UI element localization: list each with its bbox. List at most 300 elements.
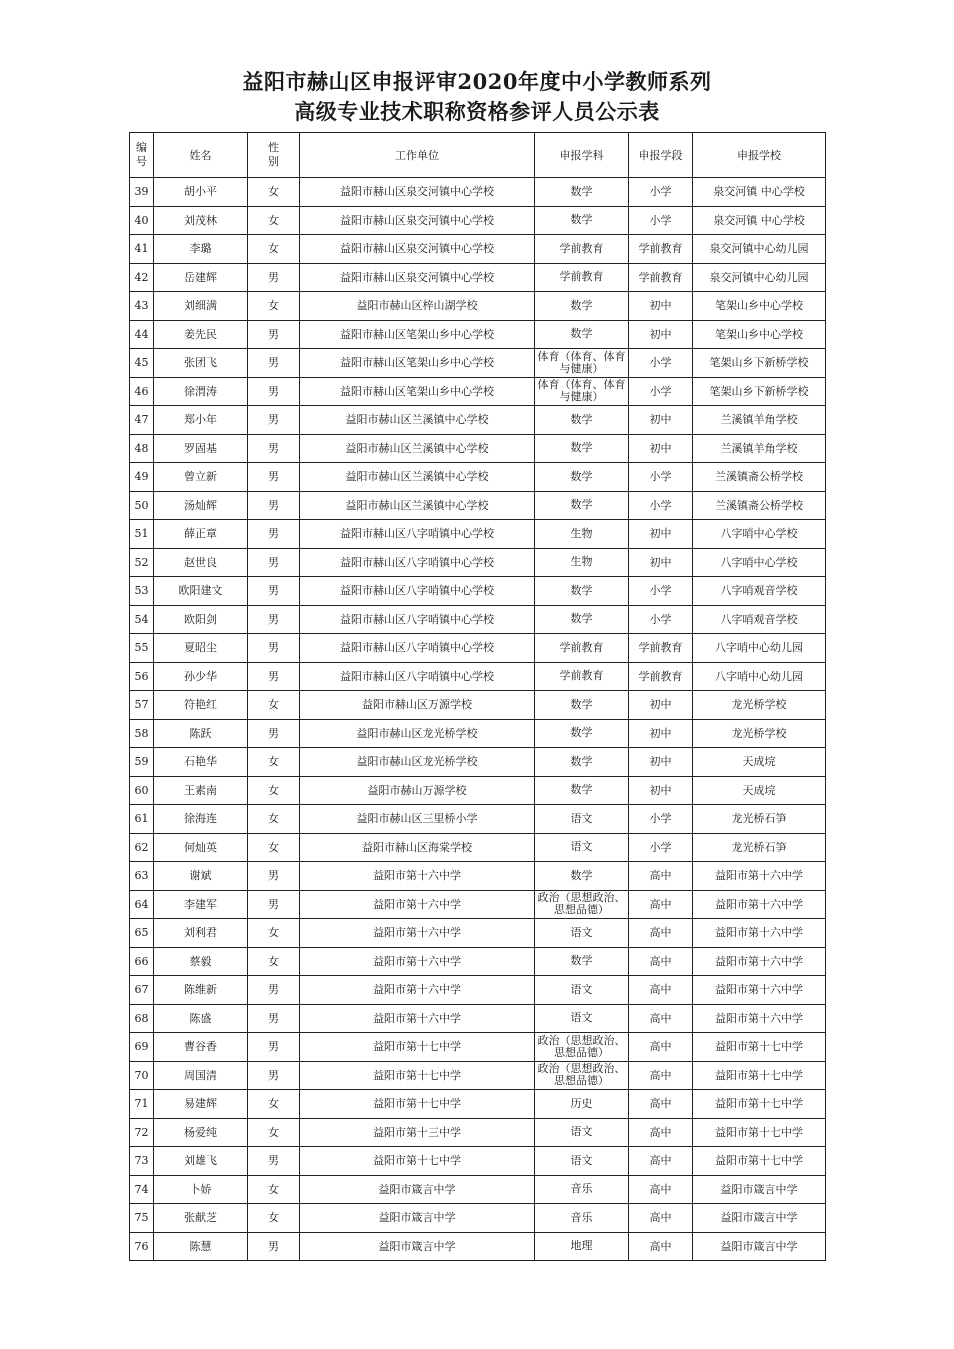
cell-unit: 益阳市第十七中学 <box>300 1033 535 1062</box>
cell-subject <box>535 634 629 663</box>
subject-text: 地理 <box>570 1239 593 1253</box>
header-subject: 申报学科 <box>535 133 629 178</box>
cell-name: 岳建辉 <box>154 263 248 292</box>
cell-school: 八字哨中心学校 <box>693 520 826 549</box>
cell-no: 48 <box>130 434 154 463</box>
cell-name: 曹谷香 <box>154 1033 248 1062</box>
cell-gender: 男 <box>248 406 300 435</box>
cell-gender: 男 <box>248 349 300 378</box>
cell-level: 学前教育 <box>629 634 693 663</box>
header-gender <box>248 133 300 178</box>
cell-unit: 益阳市赫山万源学校 <box>300 776 535 805</box>
cell-gender: 女 <box>248 833 300 862</box>
cell-subject <box>535 263 629 292</box>
cell-gender: 男 <box>248 263 300 292</box>
cell-no: 43 <box>130 292 154 321</box>
cell-school: 笔架山乡中心学校 <box>693 320 826 349</box>
cell-gender: 女 <box>248 1090 300 1119</box>
cell-no: 65 <box>130 919 154 948</box>
table-row <box>130 1204 826 1233</box>
cell-gender: 女 <box>248 805 300 834</box>
subject-text: 数学 <box>570 783 593 797</box>
cell-subject <box>535 605 629 634</box>
cell-school: 益阳市第十七中学 <box>693 1033 826 1062</box>
cell-gender: 男 <box>248 1232 300 1261</box>
table-row <box>130 206 826 235</box>
cell-unit: 益阳市第十七中学 <box>300 1090 535 1119</box>
cell-no: 42 <box>130 263 154 292</box>
cell-no: 56 <box>130 662 154 691</box>
cell-school: 龙光桥学校 <box>693 691 826 720</box>
table-row <box>130 577 826 606</box>
cell-subject <box>535 548 629 577</box>
subject-text: 数学 <box>570 184 593 198</box>
cell-level: 高中 <box>629 890 693 919</box>
cell-subject <box>535 947 629 976</box>
cell-level: 学前教育 <box>629 235 693 264</box>
cell-level: 小学 <box>629 349 693 378</box>
cell-level: 初中 <box>629 548 693 577</box>
cell-unit: 益阳市第十六中学 <box>300 947 535 976</box>
cell-gender: 男 <box>248 1061 300 1090</box>
cell-no: 50 <box>130 491 154 520</box>
cell-level: 高中 <box>629 1004 693 1033</box>
cell-gender: 女 <box>248 748 300 777</box>
cell-no: 45 <box>130 349 154 378</box>
cell-unit: 益阳市赫山区笔架山乡中心学校 <box>300 349 535 378</box>
cell-level: 高中 <box>629 1175 693 1204</box>
cell-gender: 男 <box>248 662 300 691</box>
cell-subject <box>535 320 629 349</box>
subject-text: 体育（体育、体育与健康） <box>537 349 626 375</box>
cell-gender: 女 <box>248 206 300 235</box>
cell-name: 刘利君 <box>154 919 248 948</box>
cell-gender: 男 <box>248 434 300 463</box>
table-row <box>130 1175 826 1204</box>
table-row <box>130 520 826 549</box>
table-row <box>130 1090 826 1119</box>
cell-name: 汤灿辉 <box>154 491 248 520</box>
cell-name: 郑小年 <box>154 406 248 435</box>
cell-no: 40 <box>130 206 154 235</box>
cell-gender: 女 <box>248 919 300 948</box>
cell-gender: 女 <box>248 292 300 321</box>
cell-school: 笔架山乡下新桥学校 <box>693 349 826 378</box>
cell-level: 小学 <box>629 491 693 520</box>
cell-gender: 男 <box>248 491 300 520</box>
subject-text: 数学 <box>570 412 593 426</box>
cell-level: 小学 <box>629 577 693 606</box>
cell-name: 谢斌 <box>154 862 248 891</box>
cell-no: 47 <box>130 406 154 435</box>
cell-unit: 益阳市赫山区海棠学校 <box>300 833 535 862</box>
cell-unit: 益阳市赫山区泉交河镇中心学校 <box>300 263 535 292</box>
cell-level: 高中 <box>629 1147 693 1176</box>
cell-no: 51 <box>130 520 154 549</box>
cell-no: 53 <box>130 577 154 606</box>
cell-subject <box>535 1175 629 1204</box>
cell-school: 泉交河镇 中心学校 <box>693 178 826 207</box>
cell-school: 兰溪镇羊角学校 <box>693 434 826 463</box>
cell-unit: 益阳市赫山区梓山湖学校 <box>300 292 535 321</box>
subject-text: 音乐 <box>570 1182 593 1196</box>
cell-school: 天成垸 <box>693 776 826 805</box>
subject-text: 历史 <box>570 1096 593 1110</box>
subject-text: 语文 <box>570 1011 593 1025</box>
cell-name: 张献芝 <box>154 1204 248 1233</box>
cell-school: 益阳市第十七中学 <box>693 1061 826 1090</box>
cell-subject <box>535 491 629 520</box>
cell-level: 初中 <box>629 520 693 549</box>
cell-school: 笔架山乡下新桥学校 <box>693 377 826 406</box>
cell-unit: 益阳市赫山区八字哨镇中心学校 <box>300 634 535 663</box>
cell-gender: 女 <box>248 235 300 264</box>
cell-gender: 男 <box>248 634 300 663</box>
cell-unit: 益阳市第十六中学 <box>300 919 535 948</box>
cell-level: 初中 <box>629 776 693 805</box>
cell-name: 胡小平 <box>154 178 248 207</box>
cell-no: 66 <box>130 947 154 976</box>
table-row <box>130 662 826 691</box>
subject-text: 数学 <box>570 754 593 768</box>
cell-name: 石艳华 <box>154 748 248 777</box>
cell-gender: 男 <box>248 1033 300 1062</box>
cell-name: 何灿英 <box>154 833 248 862</box>
cell-subject <box>535 1061 629 1090</box>
subject-text: 语文 <box>570 925 593 939</box>
cell-unit: 益阳市第十六中学 <box>300 1004 535 1033</box>
cell-gender: 男 <box>248 605 300 634</box>
table-row <box>130 292 826 321</box>
cell-no: 61 <box>130 805 154 834</box>
cell-level: 高中 <box>629 947 693 976</box>
cell-school: 兰溪镇羊角学校 <box>693 406 826 435</box>
cell-level: 高中 <box>629 1090 693 1119</box>
cell-level: 初中 <box>629 406 693 435</box>
cell-name: 刘细满 <box>154 292 248 321</box>
cell-name: 孙少华 <box>154 662 248 691</box>
cell-school: 八字哨中心幼儿园 <box>693 634 826 663</box>
cell-subject <box>535 776 629 805</box>
cell-name: 周国清 <box>154 1061 248 1090</box>
cell-subject <box>535 1118 629 1147</box>
cell-unit: 益阳市第十三中学 <box>300 1118 535 1147</box>
cell-school: 益阳市第十七中学 <box>693 1090 826 1119</box>
cell-level: 高中 <box>629 1204 693 1233</box>
subject-text: 政治（思想政治、思想品德） <box>537 1062 626 1088</box>
cell-unit: 益阳市赫山区泉交河镇中心学校 <box>300 206 535 235</box>
cell-school: 泉交河镇中心幼儿园 <box>693 235 826 264</box>
header-unit: 工作单位 <box>300 133 535 178</box>
cell-school: 兰溪镇斋公桥学校 <box>693 491 826 520</box>
table-row <box>130 434 826 463</box>
header-gender-label: 性别 <box>268 141 279 168</box>
cell-subject <box>535 178 629 207</box>
cell-level: 高中 <box>629 1061 693 1090</box>
cell-gender: 女 <box>248 947 300 976</box>
cell-school: 益阳市箴言中学 <box>693 1232 826 1261</box>
cell-school: 泉交河镇 中心学校 <box>693 206 826 235</box>
table-row <box>130 976 826 1005</box>
cell-level: 高中 <box>629 862 693 891</box>
subject-text: 语文 <box>570 1125 593 1139</box>
cell-level: 高中 <box>629 1118 693 1147</box>
cell-name: 徐海连 <box>154 805 248 834</box>
table-header-row <box>130 133 826 178</box>
cell-name: 卜娇 <box>154 1175 248 1204</box>
cell-name: 薛正章 <box>154 520 248 549</box>
cell-level: 小学 <box>629 833 693 862</box>
cell-unit: 益阳市赫山区八字哨镇中心学校 <box>300 548 535 577</box>
subject-text: 语文 <box>570 1153 593 1167</box>
cell-subject <box>535 292 629 321</box>
header-school: 申报学校 <box>693 133 826 178</box>
cell-school: 八字哨中心学校 <box>693 548 826 577</box>
cell-unit: 益阳市赫山区龙光桥学校 <box>300 719 535 748</box>
cell-no: 73 <box>130 1147 154 1176</box>
cell-no: 46 <box>130 377 154 406</box>
cell-unit: 益阳市赫山区八字哨镇中心学校 <box>300 662 535 691</box>
cell-subject <box>535 862 629 891</box>
header-no <box>130 133 154 178</box>
table-row <box>130 548 826 577</box>
header-name: 姓名 <box>154 133 248 178</box>
cell-unit: 益阳市赫山区兰溪镇中心学校 <box>300 434 535 463</box>
cell-level: 高中 <box>629 976 693 1005</box>
cell-level: 高中 <box>629 919 693 948</box>
cell-level: 初中 <box>629 320 693 349</box>
subject-text: 语文 <box>570 811 593 825</box>
cell-name: 欧阳剑 <box>154 605 248 634</box>
cell-subject <box>535 349 629 378</box>
cell-name: 夏昭尘 <box>154 634 248 663</box>
cell-school: 益阳市箴言中学 <box>693 1175 826 1204</box>
subject-text: 体育（体育、体育与健康） <box>537 378 626 404</box>
table-row <box>130 1061 826 1090</box>
cell-unit: 益阳市赫山区八字哨镇中心学校 <box>300 520 535 549</box>
cell-gender: 女 <box>248 1118 300 1147</box>
cell-school: 益阳市第十六中学 <box>693 919 826 948</box>
cell-gender: 女 <box>248 178 300 207</box>
subject-text: 数学 <box>570 868 593 882</box>
cell-school: 龙光桥石笋 <box>693 805 826 834</box>
cell-unit: 益阳市赫山区笔架山乡中心学校 <box>300 377 535 406</box>
cell-subject <box>535 235 629 264</box>
cell-unit: 益阳市赫山区三里桥小学 <box>300 805 535 834</box>
cell-name: 刘茂林 <box>154 206 248 235</box>
document-title-line1: 益阳市赫山区申报评审2020年度中小学教师系列 <box>242 69 712 94</box>
cell-level: 小学 <box>629 463 693 492</box>
table-row <box>130 805 826 834</box>
cell-school: 兰溪镇斋公桥学校 <box>693 463 826 492</box>
table-row <box>130 491 826 520</box>
cell-school: 益阳市箴言中学 <box>693 1204 826 1233</box>
cell-no: 54 <box>130 605 154 634</box>
subject-text: 生物 <box>570 526 593 540</box>
cell-school: 益阳市第十七中学 <box>693 1118 826 1147</box>
cell-name: 陈盛 <box>154 1004 248 1033</box>
cell-name: 王素南 <box>154 776 248 805</box>
subject-text: 学前教育 <box>559 640 604 654</box>
cell-school: 泉交河镇中心幼儿园 <box>693 263 826 292</box>
table-row <box>130 377 826 406</box>
cell-unit: 益阳市赫山区兰溪镇中心学校 <box>300 463 535 492</box>
cell-no: 41 <box>130 235 154 264</box>
cell-subject <box>535 691 629 720</box>
cell-no: 57 <box>130 691 154 720</box>
cell-gender: 男 <box>248 862 300 891</box>
table-row <box>130 748 826 777</box>
cell-no: 58 <box>130 719 154 748</box>
table-row <box>130 634 826 663</box>
cell-unit: 益阳市第十七中学 <box>300 1147 535 1176</box>
cell-subject <box>535 520 629 549</box>
cell-gender: 男 <box>248 463 300 492</box>
subject-text: 数学 <box>570 954 593 968</box>
cell-name: 陈跃 <box>154 719 248 748</box>
subject-text: 数学 <box>570 583 593 597</box>
cell-subject <box>535 919 629 948</box>
cell-level: 高中 <box>629 1232 693 1261</box>
cell-level: 初中 <box>629 434 693 463</box>
subject-text: 数学 <box>570 469 593 483</box>
cell-name: 徐渭涛 <box>154 377 248 406</box>
cell-gender: 女 <box>248 691 300 720</box>
subject-text: 政治（思想政治、思想品德） <box>537 1033 626 1059</box>
cell-subject <box>535 890 629 919</box>
cell-no: 64 <box>130 890 154 919</box>
cell-subject <box>535 1147 629 1176</box>
cell-unit: 益阳市第十七中学 <box>300 1061 535 1090</box>
cell-no: 72 <box>130 1118 154 1147</box>
cell-no: 49 <box>130 463 154 492</box>
subject-text: 语文 <box>570 982 593 996</box>
cell-unit: 益阳市第十六中学 <box>300 976 535 1005</box>
table-row <box>130 463 826 492</box>
cell-unit: 益阳市第十六中学 <box>300 862 535 891</box>
subject-text: 数学 <box>570 441 593 455</box>
cell-name: 罗固基 <box>154 434 248 463</box>
table-row <box>130 1033 826 1062</box>
cell-no: 75 <box>130 1204 154 1233</box>
cell-subject <box>535 377 629 406</box>
cell-subject <box>535 1232 629 1261</box>
cell-no: 67 <box>130 976 154 1005</box>
cell-school: 益阳市第十七中学 <box>693 1147 826 1176</box>
cell-name: 赵世良 <box>154 548 248 577</box>
cell-no: 68 <box>130 1004 154 1033</box>
cell-no: 60 <box>130 776 154 805</box>
table-row <box>130 833 826 862</box>
cell-unit: 益阳市赫山区八字哨镇中心学校 <box>300 577 535 606</box>
subject-text: 学前教育 <box>559 270 604 284</box>
cell-name: 李璐 <box>154 235 248 264</box>
table-row <box>130 691 826 720</box>
cell-unit: 益阳市赫山区万源学校 <box>300 691 535 720</box>
cell-name: 李建军 <box>154 890 248 919</box>
cell-name: 欧阳建文 <box>154 577 248 606</box>
cell-no: 55 <box>130 634 154 663</box>
cell-school: 益阳市第十六中学 <box>693 947 826 976</box>
cell-level: 小学 <box>629 178 693 207</box>
applicant-table <box>129 132 826 1261</box>
cell-gender: 男 <box>248 890 300 919</box>
cell-no: 74 <box>130 1175 154 1204</box>
cell-gender: 男 <box>248 976 300 1005</box>
cell-level: 小学 <box>629 377 693 406</box>
table-row <box>130 862 826 891</box>
subject-text: 数学 <box>570 697 593 711</box>
table-row <box>130 1004 826 1033</box>
header-level: 申报学段 <box>629 133 693 178</box>
cell-name: 张团飞 <box>154 349 248 378</box>
cell-gender: 男 <box>248 719 300 748</box>
cell-subject <box>535 748 629 777</box>
cell-school: 八字哨中心幼儿园 <box>693 662 826 691</box>
cell-subject <box>535 719 629 748</box>
cell-name: 姜先民 <box>154 320 248 349</box>
subject-text: 语文 <box>570 840 593 854</box>
subject-text: 数学 <box>570 327 593 341</box>
table-row <box>130 776 826 805</box>
table-row <box>130 235 826 264</box>
subject-text: 政治（思想政治、思想品德） <box>537 891 626 917</box>
cell-level: 小学 <box>629 605 693 634</box>
subject-text: 数学 <box>570 498 593 512</box>
cell-no: 69 <box>130 1033 154 1062</box>
cell-level: 初中 <box>629 691 693 720</box>
cell-gender: 男 <box>248 520 300 549</box>
cell-name: 符艳红 <box>154 691 248 720</box>
cell-unit: 益阳市箴言中学 <box>300 1232 535 1261</box>
table-row <box>130 719 826 748</box>
cell-level: 小学 <box>629 805 693 834</box>
cell-level: 初中 <box>629 292 693 321</box>
cell-gender: 男 <box>248 1147 300 1176</box>
cell-school: 龙光桥石笋 <box>693 833 826 862</box>
cell-no: 70 <box>130 1061 154 1090</box>
cell-name: 易建辉 <box>154 1090 248 1119</box>
cell-subject <box>535 805 629 834</box>
cell-school: 益阳市第十六中学 <box>693 976 826 1005</box>
cell-unit: 益阳市赫山区泉交河镇中心学校 <box>300 235 535 264</box>
cell-unit: 益阳市第十六中学 <box>300 890 535 919</box>
table-row <box>130 1147 826 1176</box>
table-row <box>130 320 826 349</box>
cell-unit: 益阳市箴言中学 <box>300 1175 535 1204</box>
cell-subject <box>535 833 629 862</box>
cell-unit: 益阳市箴言中学 <box>300 1204 535 1233</box>
cell-gender: 男 <box>248 1004 300 1033</box>
subject-text: 音乐 <box>570 1210 593 1224</box>
cell-gender: 女 <box>248 1175 300 1204</box>
cell-school: 八字哨观音学校 <box>693 605 826 634</box>
cell-unit: 益阳市赫山区龙光桥学校 <box>300 748 535 777</box>
cell-level: 初中 <box>629 719 693 748</box>
table-row <box>130 178 826 207</box>
subject-text: 数学 <box>570 213 593 227</box>
table-row <box>130 1118 826 1147</box>
subject-text: 学前教育 <box>559 669 604 683</box>
cell-school: 益阳市第十六中学 <box>693 862 826 891</box>
cell-name: 刘雄飞 <box>154 1147 248 1176</box>
table-row <box>130 605 826 634</box>
cell-no: 59 <box>130 748 154 777</box>
cell-unit: 益阳市赫山区笔架山乡中心学校 <box>300 320 535 349</box>
cell-no: 71 <box>130 1090 154 1119</box>
cell-name: 蔡毅 <box>154 947 248 976</box>
table-row <box>130 1232 826 1261</box>
